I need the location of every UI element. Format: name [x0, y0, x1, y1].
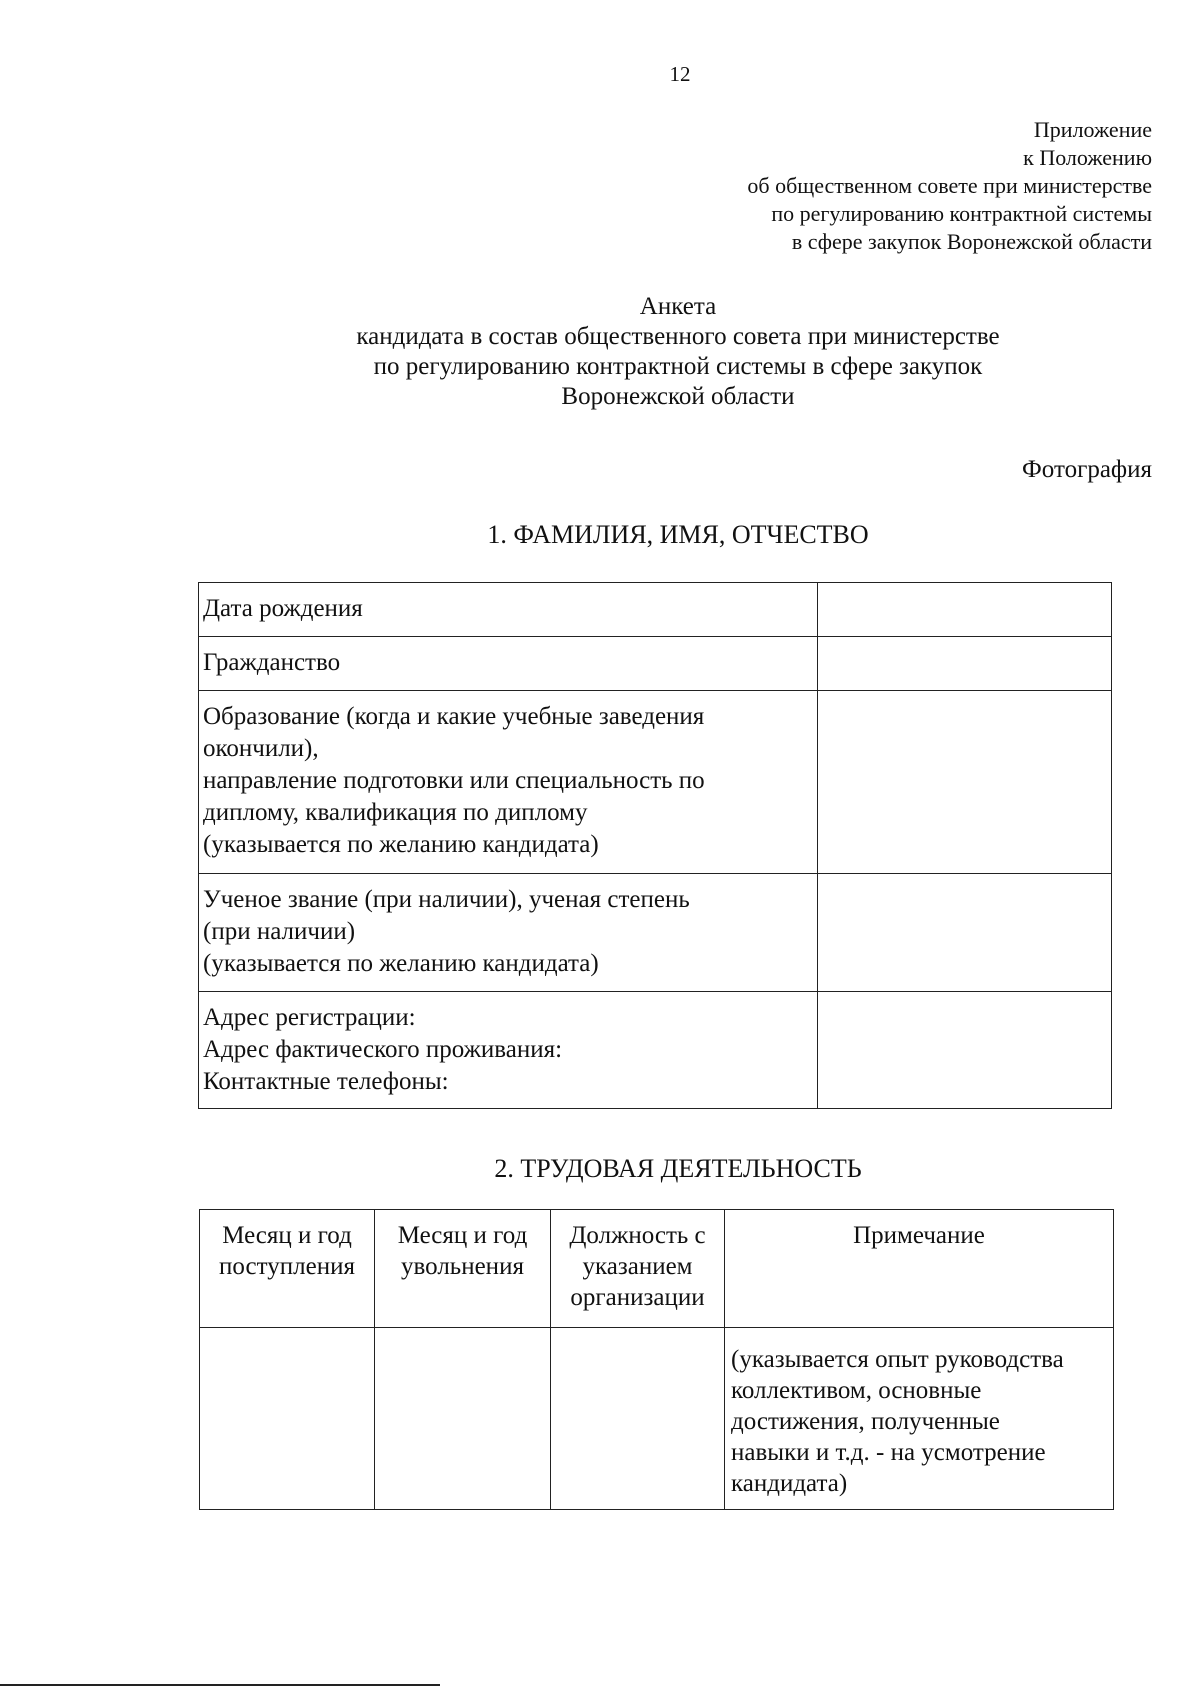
appendix-line: к Положению: [1023, 145, 1152, 170]
appendix-line: в сфере закупок Воронежской области: [791, 229, 1152, 254]
label-line: (указывается по желанию кандидата): [203, 831, 599, 858]
header-line: Примечание: [853, 1222, 985, 1249]
table-row: [199, 583, 1112, 637]
note-line: (указывается опыт руководства: [731, 1346, 1064, 1373]
label-line: Образование (когда и какие учебные заведения: [203, 703, 705, 730]
header-line: поступления: [219, 1253, 355, 1280]
photo-placeholder-label: Фотография: [1022, 456, 1152, 483]
page-bottom-rule: [0, 1684, 440, 1686]
value-cell[interactable]: [817, 691, 1111, 874]
cell-position[interactable]: [551, 1328, 725, 1510]
title-line: Анкета: [639, 293, 717, 320]
table-row: [199, 691, 1112, 874]
employment-table: [199, 1209, 1114, 1510]
note-line: кандидата): [731, 1470, 848, 1497]
label-line: (указывается по желанию кандидата): [203, 950, 599, 977]
label-line: Гражданство: [203, 649, 341, 676]
section1-title: 1. ФАМИЛИЯ, ИМЯ, ОТЧЕСТВО: [487, 520, 869, 549]
row-label: [199, 874, 818, 992]
title-line: кандидата в состав общественного совета при министерстве: [356, 323, 1000, 350]
cell-note: [725, 1328, 1114, 1510]
page-number: 12: [669, 62, 691, 86]
row-label: [199, 992, 818, 1109]
column-header-position: [551, 1210, 725, 1328]
row-label: [199, 583, 818, 637]
appendix-line: об общественном совете при министерстве: [747, 173, 1152, 198]
row-label: [199, 691, 818, 874]
personal-info-table: [198, 582, 1112, 1109]
value-cell[interactable]: [817, 874, 1111, 992]
value-cell[interactable]: [817, 637, 1111, 691]
label-line: Адрес регистрации:: [203, 1004, 416, 1031]
value-cell[interactable]: [817, 992, 1111, 1109]
title-line: Воронежской области: [561, 383, 795, 410]
header-line: Должность с: [569, 1222, 706, 1249]
note-line: достижения, полученные: [731, 1408, 1000, 1435]
label-line: Дата рождения: [203, 595, 363, 622]
header-line: увольнения: [401, 1253, 524, 1280]
header-line: организации: [570, 1284, 705, 1311]
label-line: Адрес фактического проживания:: [203, 1036, 563, 1063]
table-row: [200, 1328, 1114, 1510]
header-line: Месяц и год: [397, 1222, 528, 1249]
appendix-note: [747, 116, 1152, 256]
label-line: направление подготовки или специальность по: [203, 767, 705, 794]
table-row: [199, 637, 1112, 691]
column-header-note: [725, 1210, 1114, 1328]
table-row: [199, 874, 1112, 992]
table-header-row: [200, 1210, 1114, 1328]
appendix-line: по регулированию контрактной системы: [771, 201, 1152, 226]
label-line: диплому, квалификация по диплому: [203, 799, 588, 826]
table-row: [199, 992, 1112, 1109]
note-line: навыки и т.д. - на усмотрение: [731, 1439, 1046, 1466]
label-line: Контактные телефоны:: [203, 1068, 449, 1095]
value-cell[interactable]: [817, 583, 1111, 637]
label-line: (при наличии): [203, 918, 356, 945]
header-line: Месяц и год: [222, 1222, 352, 1249]
section2-title: 2. ТРУДОВАЯ ДЕЯТЕЛЬНОСТЬ: [494, 1154, 862, 1183]
note-line: коллективом, основные: [731, 1377, 982, 1404]
row-label: [199, 637, 818, 691]
document-title: [0, 292, 1200, 412]
label-line: окончили),: [203, 735, 319, 762]
cell-end-date[interactable]: [375, 1328, 551, 1510]
column-header-start: [200, 1210, 375, 1328]
appendix-line: Приложение: [1033, 117, 1152, 142]
label-line: Ученое звание (при наличии), ученая степень: [203, 886, 690, 913]
column-header-end: [375, 1210, 551, 1328]
cell-start-date[interactable]: [200, 1328, 375, 1510]
header-line: указанием: [582, 1253, 693, 1280]
title-line: по регулированию контрактной системы в сфере закупок: [373, 353, 983, 380]
